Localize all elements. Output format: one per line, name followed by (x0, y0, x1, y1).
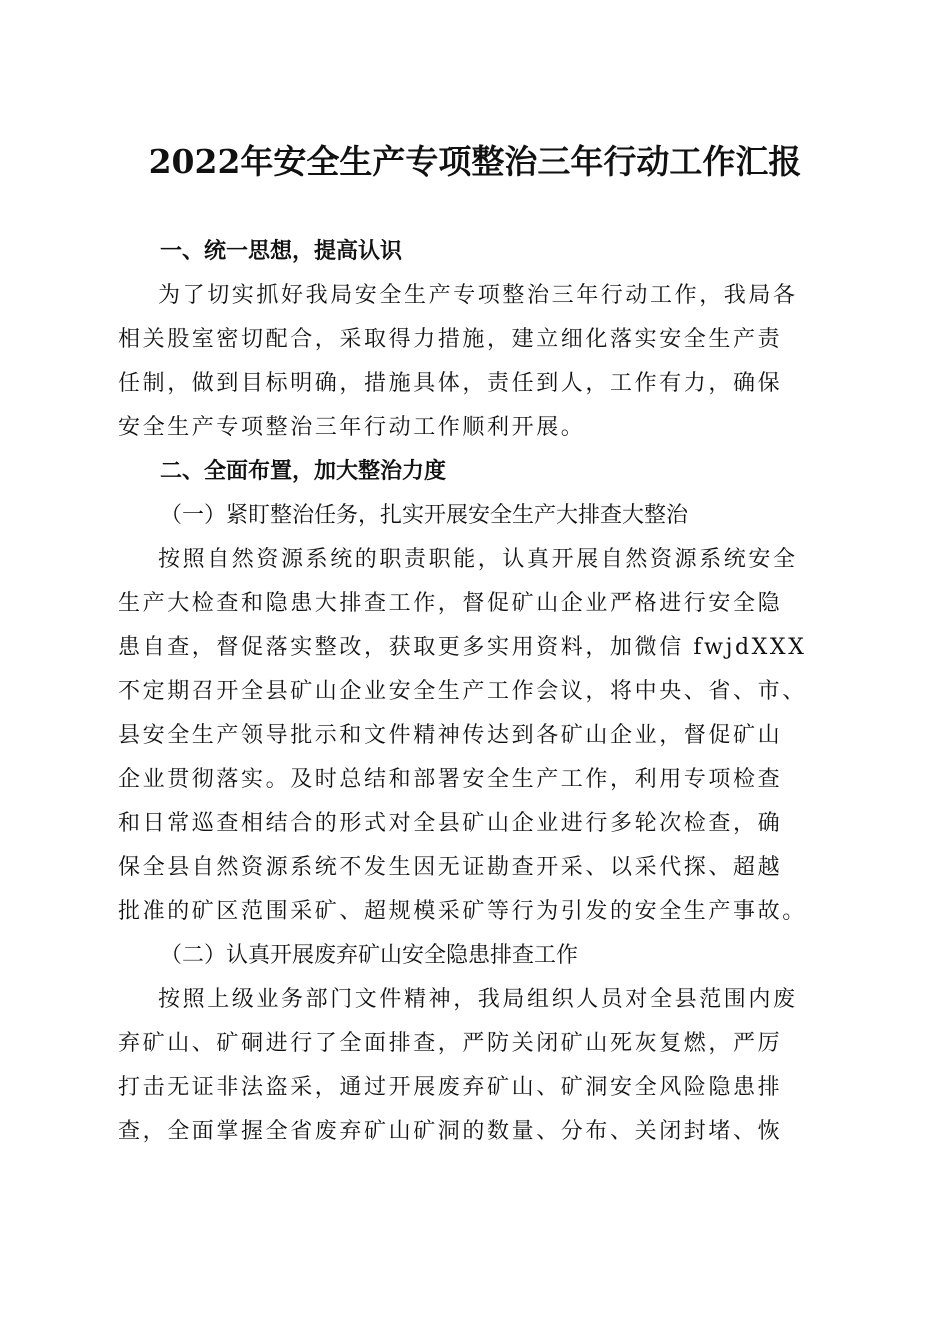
section-2-heading: 二、全面布置，加大整治力度 (160, 459, 447, 484)
paragraph-line: 相关股室密切配合，采取得力措施，建立细化落实安全生产责 (118, 327, 783, 352)
paragraph-line: 和日常巡查相结合的形式对全县矿山企业进行多轮次检查，确 (118, 811, 783, 836)
paragraph-line: 不定期召开全县矿山企业安全生产工作会议，将中央、省、市、 (118, 679, 807, 704)
paragraph-line: 保全县自然资源系统不发生因无证勘查开采、以采代探、超越 (118, 855, 783, 880)
paragraph-line: 为了切实抓好我局安全生产专项整治三年行动工作，我局各 (158, 283, 798, 308)
document-body (118, 230, 822, 1154)
paragraph-line: 批准的矿区范围采矿、超规模采矿等行为引发的安全生产事故。 (118, 899, 807, 924)
paragraph-line: 按照自然资源系统的职责职能，认真开展自然资源系统安全 (158, 547, 798, 572)
paragraph-line: 查，全面掌握全省废弃矿山矿洞的数量、分布、关闭封堵、恢 (118, 1119, 783, 1144)
paragraph-line: 弃矿山、矿硐进行了全面排查，严防关闭矿山死灰复燃，严厉 (118, 1031, 783, 1056)
paragraph-line: 按照上级业务部门文件精神，我局组织人员对全县范围内废 (158, 987, 798, 1012)
paragraph-line: 生产大检查和隐患大排查工作，督促矿山企业严格进行安全隐 (118, 591, 783, 616)
section-1-paragraph (118, 274, 822, 450)
subsection-1-paragraph (118, 538, 822, 934)
paragraph-line: 企业贯彻落实。及时总结和部署安全生产工作，利用专项检查 (118, 767, 783, 792)
section-1-heading: 一、统一思想，提高认识 (160, 239, 403, 264)
paragraph-line: 县安全生产领导批示和文件精神传达到各矿山企业，督促矿山 (118, 723, 783, 748)
paragraph-line: 患自查，督促落实整改，获取更多实用资料，加微信 fwjdXXX (118, 635, 807, 660)
subsection-1-heading: （一）紧盯整治任务，扎实开展安全生产大排查大整治 (160, 503, 689, 528)
paragraph-line: 任制，做到目标明确，措施具体，责任到人，工作有力，确保 (118, 371, 783, 396)
paragraph-line: 安全生产专项整治三年行动工作顺利开展。 (118, 415, 586, 440)
subsection-2-paragraph (118, 978, 822, 1154)
paragraph-line: 打击无证非法盗采，通过开展废弃矿山、矿洞安全风险隐患排 (118, 1075, 783, 1100)
document-title: 2022年安全生产专项整治三年行动工作汇报 (148, 142, 802, 181)
subsection-2-heading: （二）认真开展废弃矿山安全隐患排查工作 (160, 943, 579, 968)
